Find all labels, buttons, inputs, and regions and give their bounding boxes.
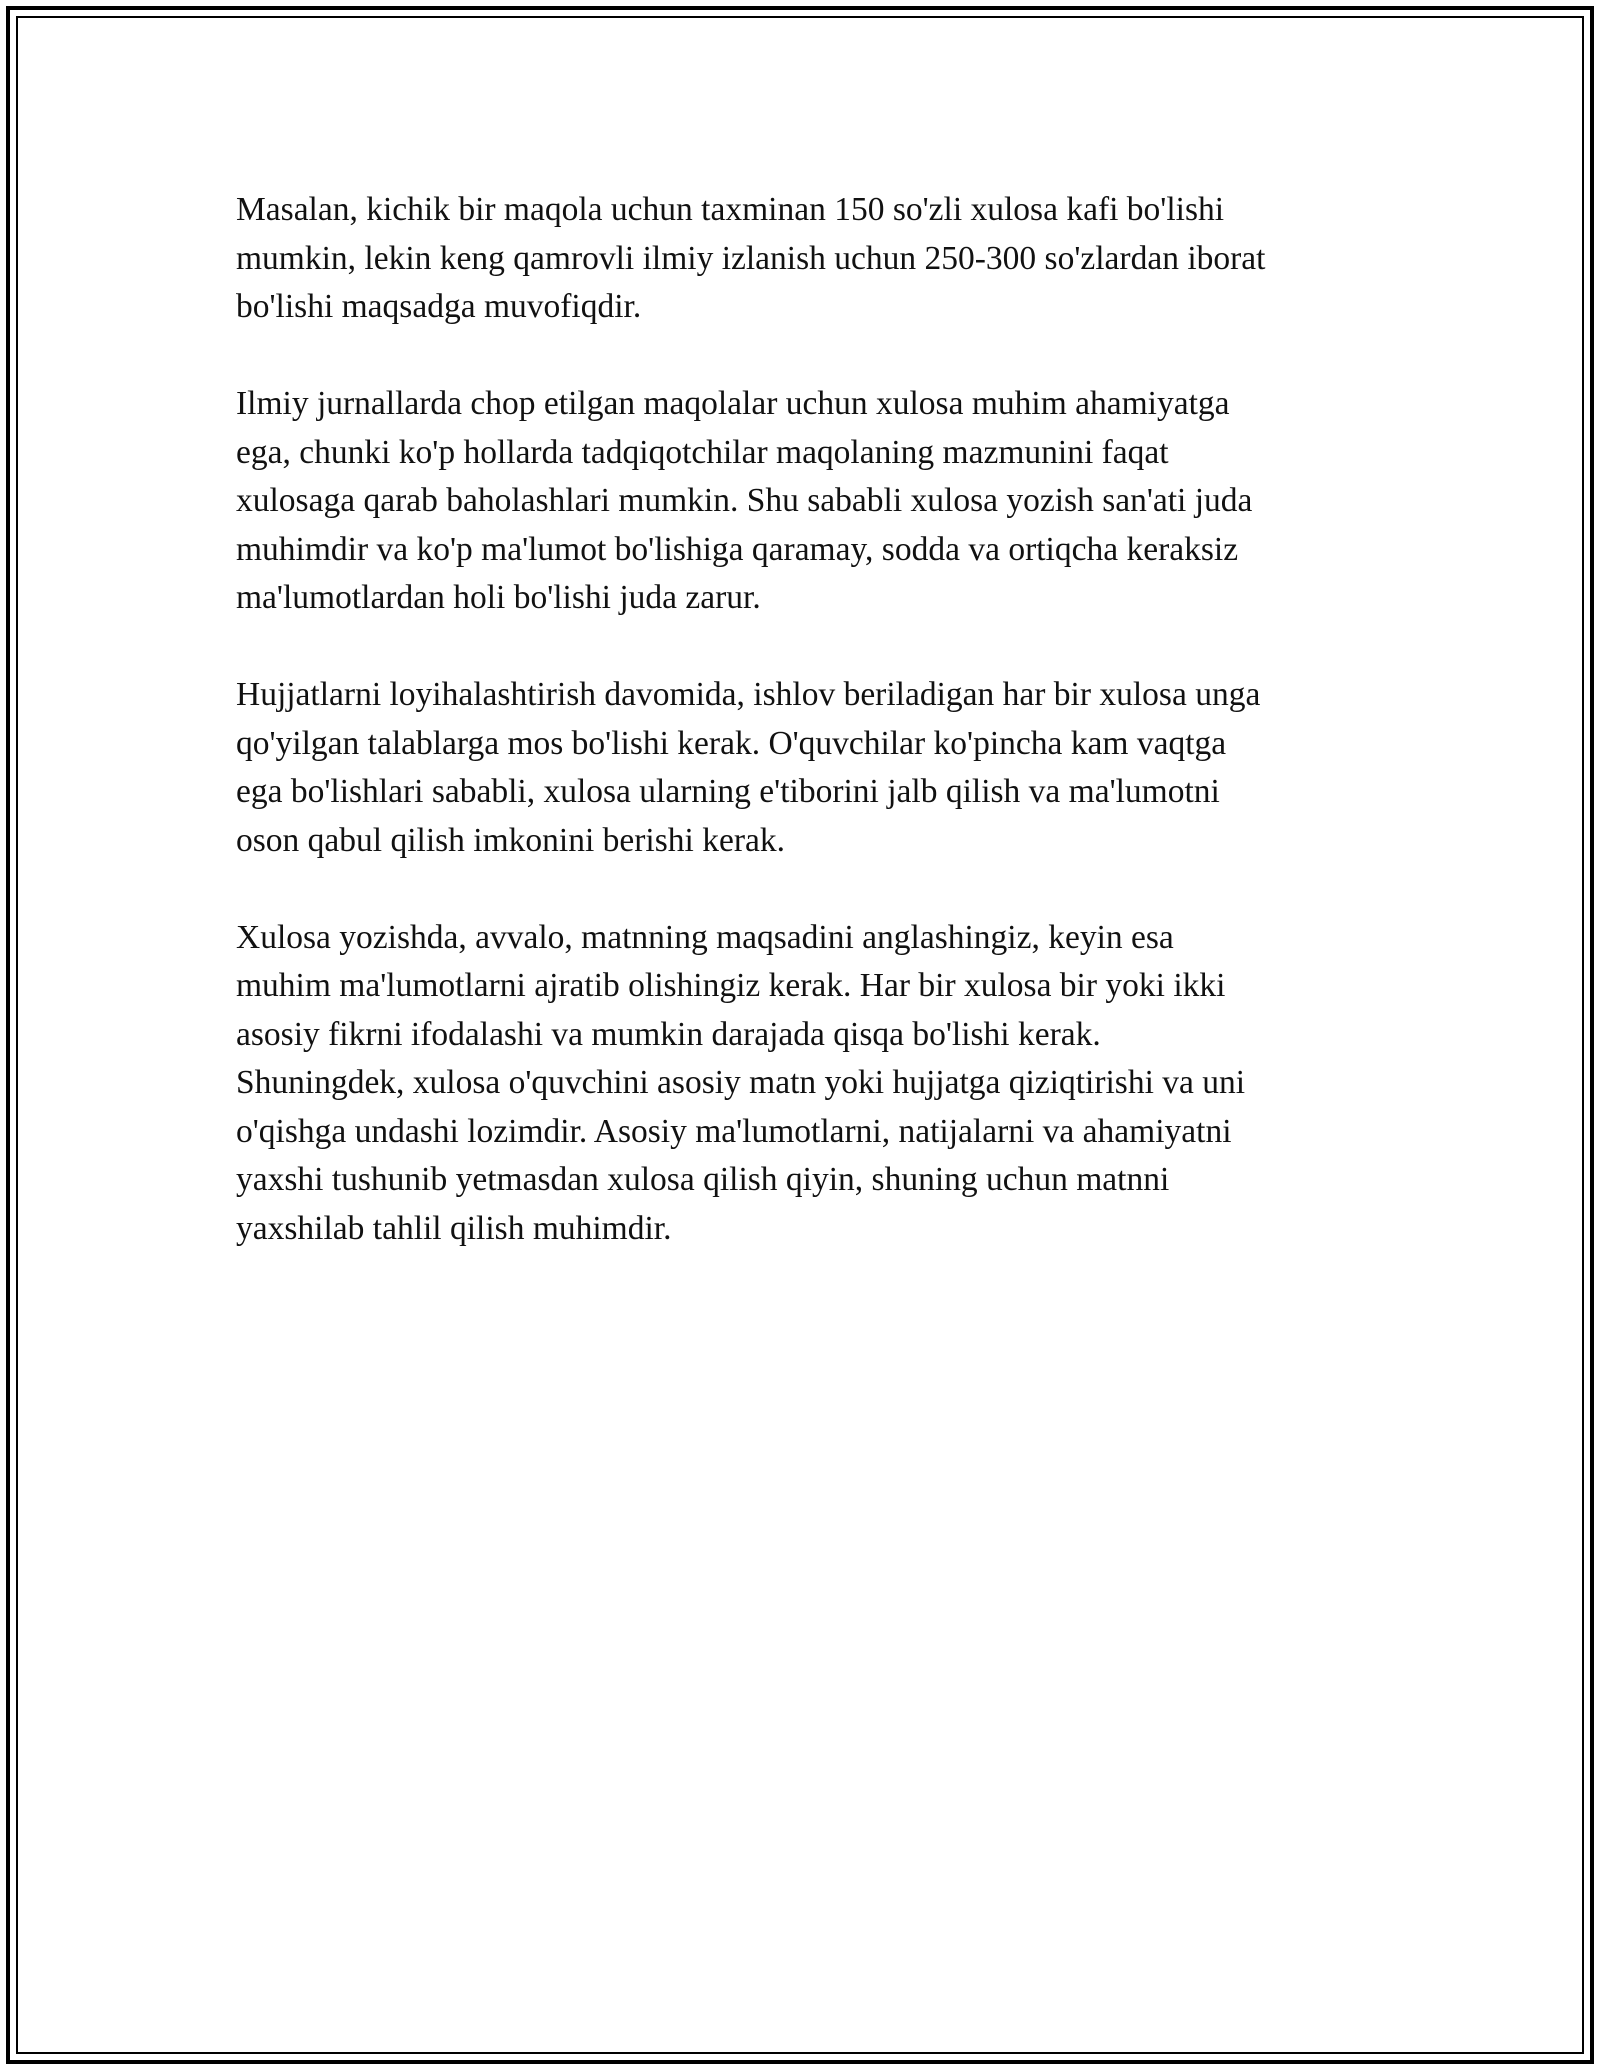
paragraph-line: ega, chunki ko'p hollarda tadqiqotchilar maqolaning mazmunini faqat — [236, 433, 1169, 471]
paragraph-line: yaxshilab tahlil qilish muhimdir. — [236, 1209, 672, 1247]
paragraph-line: asosiy fikrni ifodalashi va mumkin darajada qisqa bo'lishi kerak. — [236, 1015, 1101, 1053]
paragraph-2 — [236, 380, 1366, 623]
paragraph-line: o'qishga undashi lozimdir. Asosiy ma'lumotlarni, natijalarni va ahamiyatni — [236, 1112, 1232, 1150]
paragraph-line: oson qabul qilish imkonini berishi kerak. — [236, 821, 785, 859]
paragraph-line: Masalan, kichik bir maqola uchun taxminan 150 so'zli xulosa kafi bo'lishi — [236, 191, 1225, 228]
paragraph-line: Shuningdek, xulosa o'quvchini asosiy matn yoki hujjatga qiziqtirishi va uni — [236, 1064, 1246, 1101]
paragraph-line: Hujjatlarni loyihalashtirish davomida, ishlov beriladigan har bir xulosa unga — [236, 676, 1261, 713]
paragraph-line: bo'lishi maqsadga muvofiqdir. — [236, 288, 642, 325]
paragraph-1 — [236, 186, 1366, 332]
paragraph-line: yaxshi tushunib yetmasdan xulosa qilish qiyin, shuning uchun matnni — [236, 1161, 1170, 1198]
paragraph-line: qo'yilgan talablarga mos bo'lishi kerak. O'quvchilar ko'pincha kam vaqtga — [236, 724, 1227, 762]
paragraph-4 — [236, 914, 1366, 1254]
document-body — [236, 186, 1366, 1302]
paragraph-line: xulosaga qarab baholashlari mumkin. Shu sababli xulosa yozish san'ati juda — [236, 482, 1253, 519]
paragraph-line: Xulosa yozishda, avvalo, matnning maqsadini anglashingiz, keyin esa — [236, 918, 1174, 956]
paragraph-line: ega bo'lishlari sababli, xulosa ularning e'tiborini jalb qilish va ma'lumotni — [236, 773, 1220, 810]
paragraph-3 — [236, 671, 1366, 865]
paragraph-line: muhimdir va ko'p ma'lumot bo'lishiga qaramay, sodda va ortiqcha keraksiz — [236, 530, 1239, 568]
paragraph-line: muhim ma'lumotlarni ajratib olishingiz kerak. Har bir xulosa bir yoki ikki — [236, 967, 1226, 1004]
paragraph-line: Ilmiy jurnallarda chop etilgan maqolalar uchun xulosa muhim ahamiyatga — [236, 385, 1230, 422]
paragraph-line: ma'lumotlardan holi bo'lishi juda zarur. — [236, 579, 761, 616]
paragraph-line: mumkin, lekin keng qamrovli ilmiy izlanish uchun 250-300 so'zlardan iborat — [236, 239, 1266, 277]
